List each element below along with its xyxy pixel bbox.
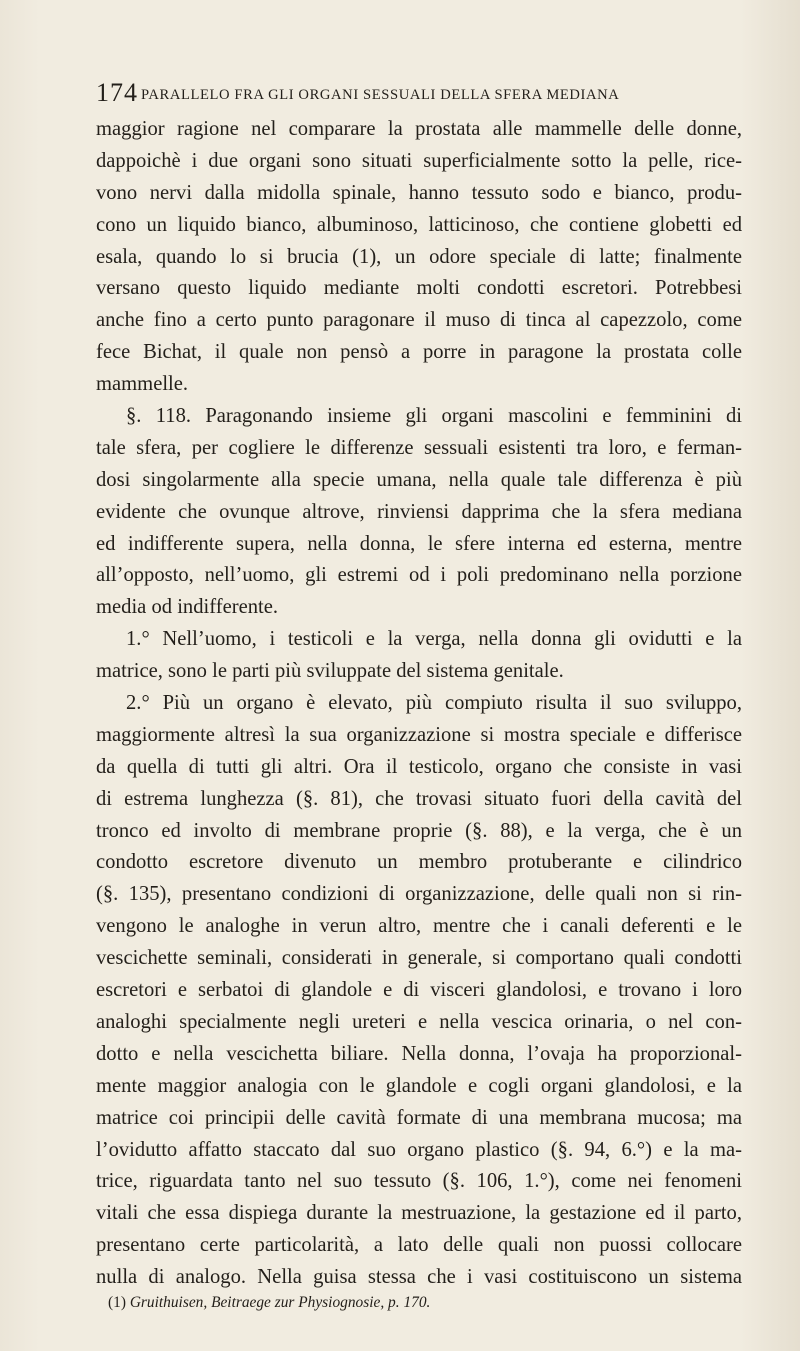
text-line: esala, quando lo si brucia (1), un odore speciale di latte; finalmente [96,245,742,268]
footnote-author: Gruithuisen, [129,1294,208,1311]
paragraph-118-start: §. 118. Paragonando insieme gli organi mascolini e femminini di [126,405,742,428]
text-line: versano questo liquido mediante molti condotti escretori. Potrebbesi [96,277,742,300]
text-line: fece Bichat, il quale non pensò a porre in paragone la prostata colle [96,341,742,364]
text-line: condotto escretore divenuto un membro protuberante e cilindrico [96,851,742,874]
text-line: tronco ed involto di membrane proprie (§. 88), e la verga, che è un [96,819,742,842]
text-line: cono un liquido bianco, albuminoso, latticinoso, che contiene globetti ed [96,213,742,236]
text-line: vono nervi dalla midolla spinale, hanno tessuto sodo e bianco, produ- [96,181,742,204]
text-line: (§. 135), presentano condizioni di organizzazione, delle quali non si rin- [96,883,742,906]
text-line: maggiormente altresì la sua organizzazione si mostra speciale e differisce [96,723,742,746]
text-line: evidente che ovunque altrove, rinviensi dapprima che la sfera mediana [96,500,742,523]
running-head: PARALLELO FRA GLI ORGANI SESSUALI DELLA SFERA MEDIANA [141,87,620,103]
text-line: da quella di tutti gli altri. Ora il testicolo, organo che consiste in vasi [96,755,742,778]
footnote-page-ref: p. 170. [388,1294,431,1311]
text-line: analoghi specialmente negli ureteri e nella vescica orinaria, o nel con- [96,1010,742,1033]
text-line: media od indifferente. [96,596,279,619]
body-text [96,114,742,1294]
text-line: mente maggior analogia con le glandole e cogli organi glandolosi, e la [96,1074,742,1097]
text-line: tale sfera, per cogliere le differenze sessuali esistenti tra loro, e ferman- [96,436,742,459]
text-line: vengono le analoghe in verun altro, mentre che i canali deferenti e le [96,915,742,938]
text-line: presentano certe particolarità, a lato delle quali non puossi collocare [96,1234,742,1257]
page-number: 174 [96,78,138,107]
text-line: all’opposto, nell’uomo, gli estremi od i poli predominano nella porzione [96,564,742,587]
text-line: maggior ragione nel comparare la prostata alle mammelle delle donne, [96,118,742,140]
text-line: dosi singolarmente alla specie umana, nella quale tale differenza è più [96,468,742,491]
text-line: dappoichè i due organi sono situati superficialmente sotto la pelle, rice- [96,149,742,172]
point-1-start: 1.° Nell’uomo, i testicoli e la verga, nella donna gli ovidutti e la [126,628,742,651]
text-line: vescichette seminali, considerati in generale, si comportano quali condotti [96,947,742,970]
point-2-start: 2.° Più un organo è elevato, più compiuto risulta il suo sviluppo, [126,692,742,715]
text-line: anche fino a certo punto paragonare il muso di tinca al capezzolo, come [96,309,742,332]
text-line: mammelle. [96,373,189,396]
page-header [96,78,736,108]
text-line: escretori e serbatoi di glandole e di visceri glandolosi, e trovano i loro [96,979,742,1002]
text-line: di estrema lunghezza (§. 81), che trovasi situato fuori della cavità del [96,787,742,810]
text-line: matrice coi principii delle cavità formate di una membrana mucosa; ma [96,1106,742,1129]
text-line: dotto e nella vescichetta biliare. Nella donna, l’ovaja ha proporzional- [96,1042,742,1065]
text-line: ed indifferente supera, nella donna, le sfere interna ed esterna, mentre [96,532,742,555]
footnote-work: Beitraege zur Physiognosie, [211,1294,385,1311]
text-line: matrice, sono le parti più sviluppate del sistema genitale. [96,660,564,683]
text-line: vitali che essa dispiega durante la mestruazione, la gestazione ed il parto, [96,1202,742,1225]
text-line: trice, riguardata tanto nel suo tessuto (§. 106, 1.°), come nei fenomeni [96,1170,742,1193]
footnote-marker: (1) [108,1294,126,1311]
text-line: nulla di analogo. Nella guisa stessa che i vasi costituiscono un sistema [96,1266,742,1289]
footnote [108,1293,430,1313]
text-line: l’ovidutto affatto staccato dal suo organo plastico (§. 94, 6.°) e la ma- [96,1138,742,1161]
